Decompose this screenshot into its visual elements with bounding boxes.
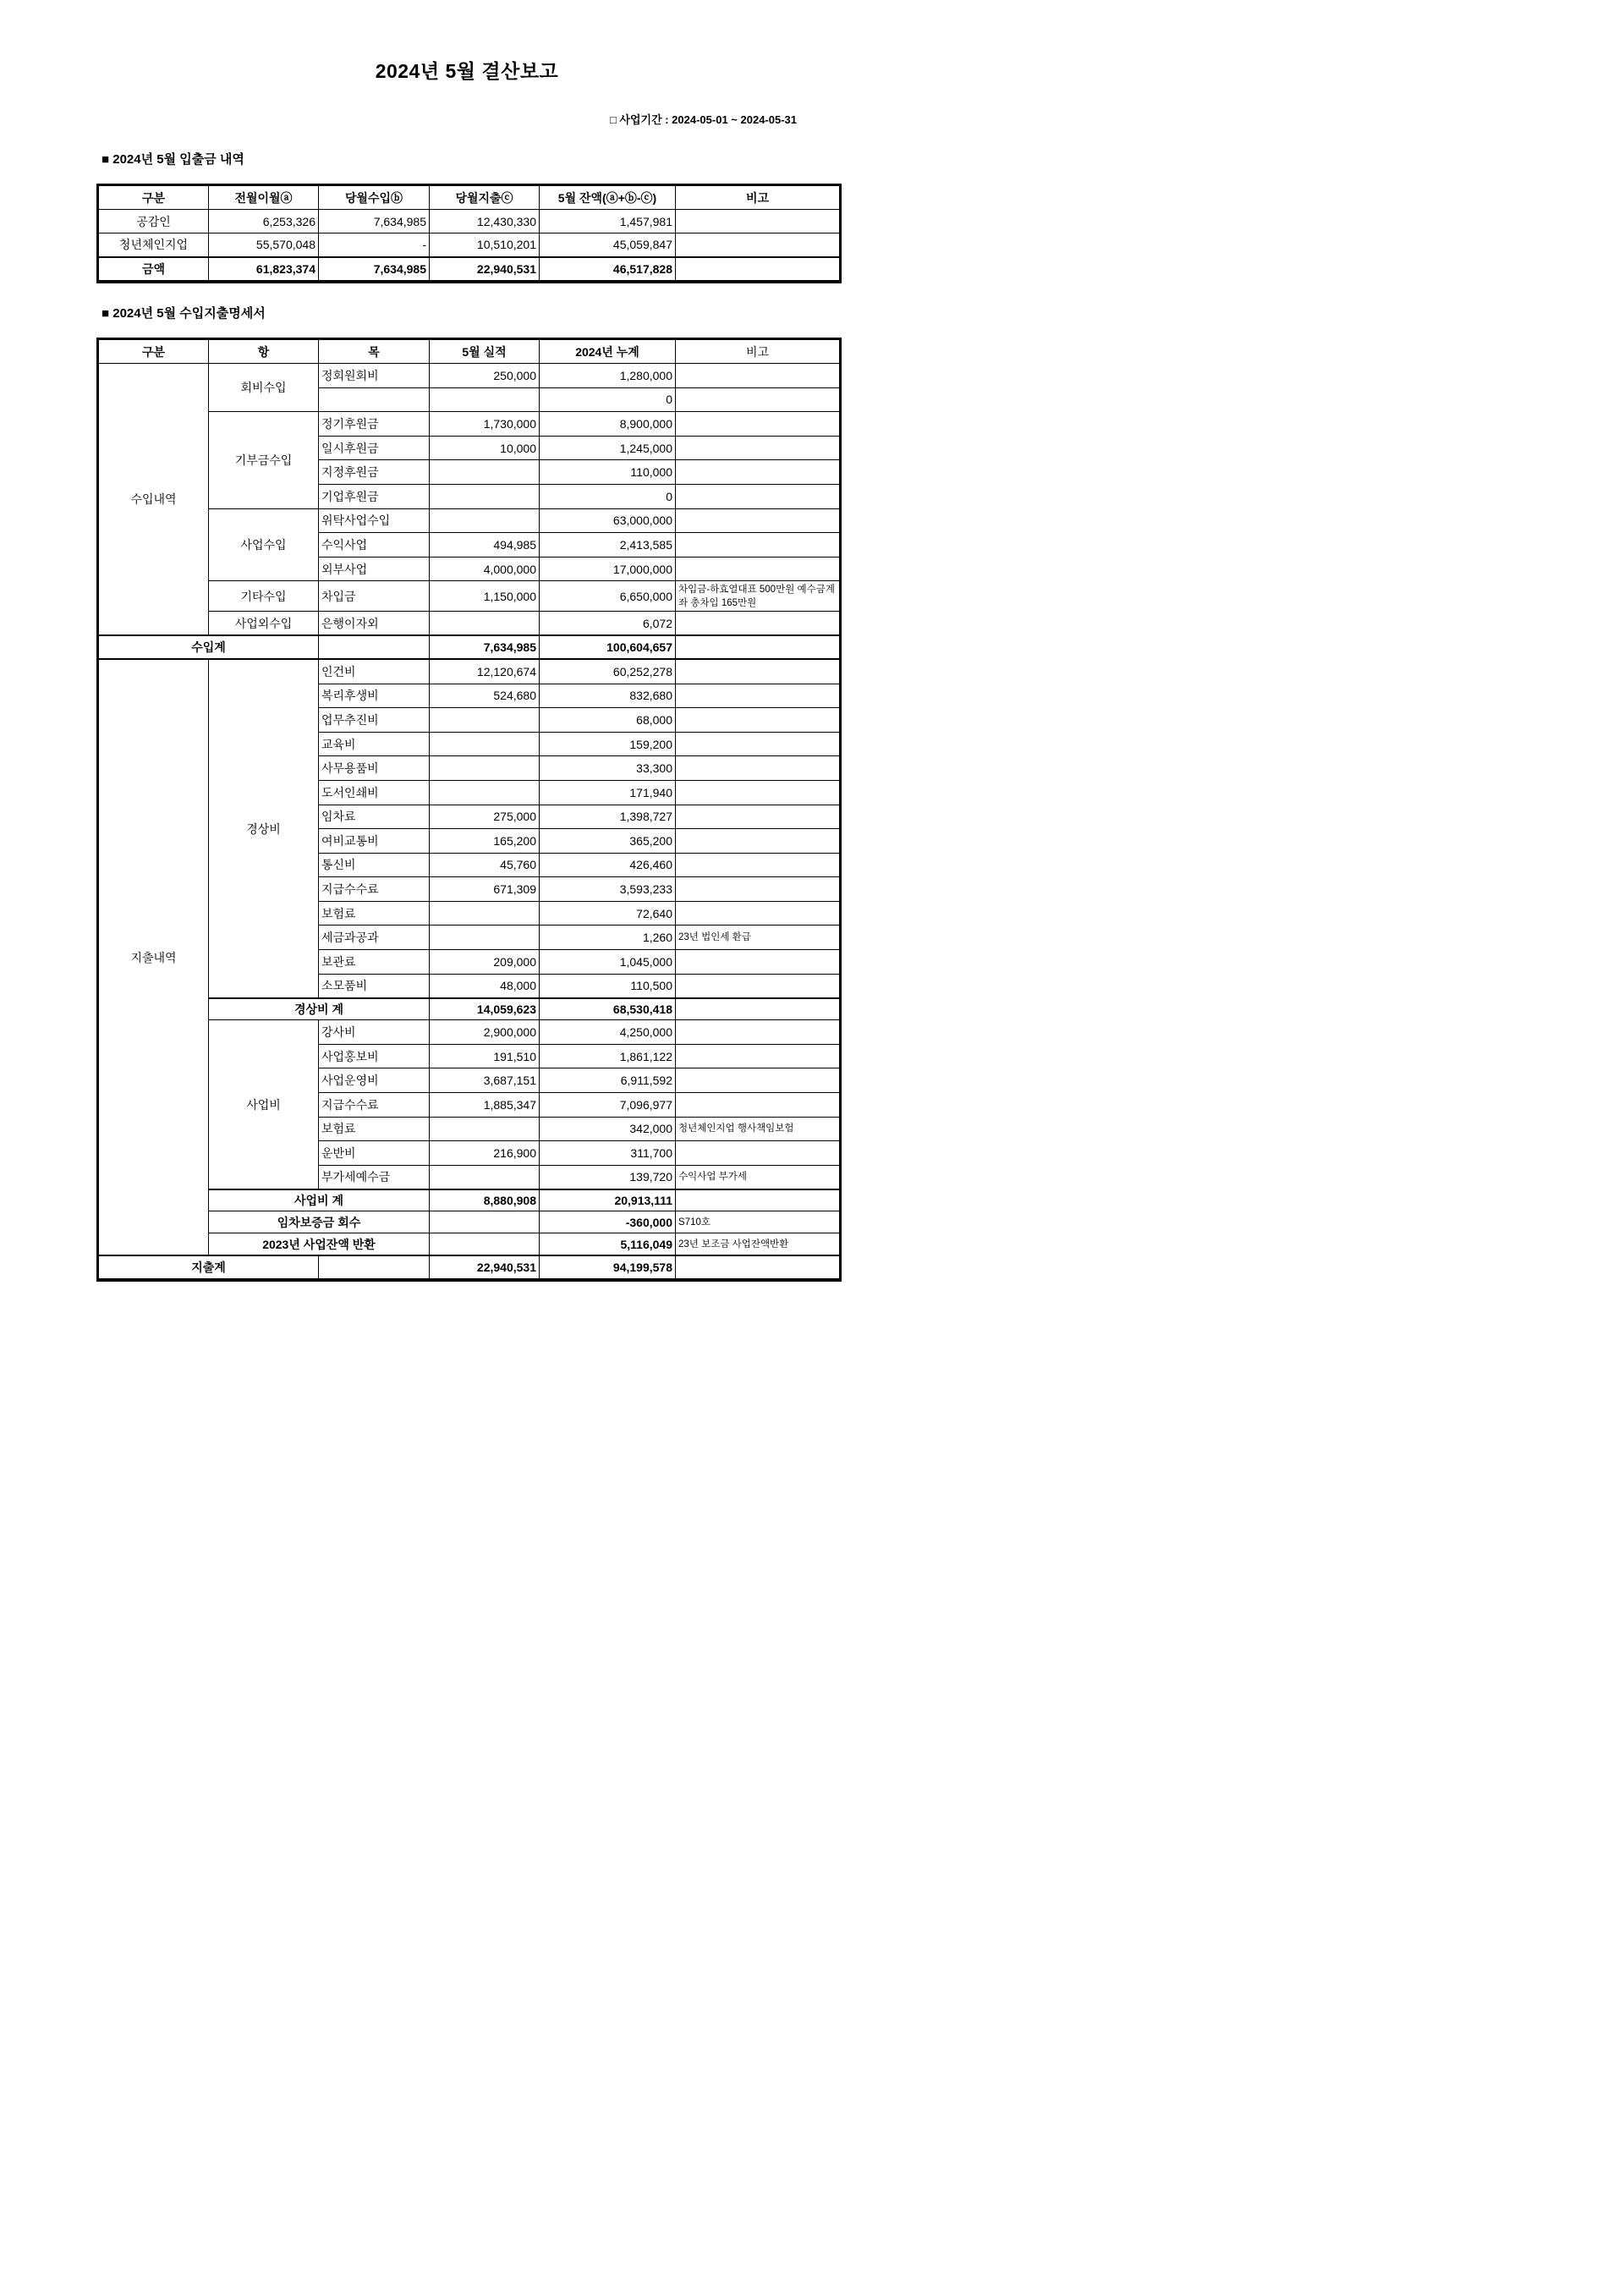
subtotal-cum: 20,913,111 bbox=[540, 1189, 676, 1211]
cum-amount: 6,911,592 bbox=[540, 1068, 676, 1093]
hang-cell: 사업외수입 bbox=[209, 612, 319, 636]
table-row bbox=[99, 659, 840, 684]
note-cell bbox=[676, 508, 840, 533]
may-amount: 4,000,000 bbox=[430, 557, 540, 581]
mok-cell: 인건비 bbox=[319, 659, 430, 684]
income-total-may: 7,634,985 bbox=[430, 635, 540, 659]
row-label: 청년체인지업 bbox=[99, 233, 209, 257]
hang-cell: 기부금수입 bbox=[209, 412, 319, 508]
cum-amount: 68,000 bbox=[540, 708, 676, 733]
statement-table bbox=[98, 339, 840, 1280]
subtotal-cum: 68,530,418 bbox=[540, 998, 676, 1020]
may-amount: 165,200 bbox=[430, 829, 540, 854]
cum-amount: 4,250,000 bbox=[540, 1020, 676, 1045]
mok-cell: 임차료 bbox=[319, 805, 430, 829]
amount-cell: - bbox=[319, 233, 430, 257]
table-row bbox=[99, 581, 840, 612]
subtotal-row bbox=[99, 1189, 840, 1211]
page-title: 2024년 5월 결산보고 bbox=[375, 60, 559, 82]
section1-heading: ■ 2024년 5월 입출금 내역 bbox=[102, 152, 244, 167]
note-cell: S710호 bbox=[676, 1211, 840, 1233]
note-cell bbox=[676, 1189, 840, 1211]
total-amount: 61,823,374 bbox=[209, 257, 319, 281]
cum-amount: 832,680 bbox=[540, 684, 676, 708]
may-amount: 10,000 bbox=[430, 436, 540, 460]
expense-total-may: 22,940,531 bbox=[430, 1255, 540, 1279]
table-row bbox=[99, 508, 840, 533]
mok-cell: 수익사업 bbox=[319, 533, 430, 558]
expense-total-cum: 94,199,578 bbox=[540, 1255, 676, 1279]
mok-cell: 사업홍보비 bbox=[319, 1044, 430, 1068]
mok-cell: 보험료 bbox=[319, 901, 430, 926]
cum-amount: 139,720 bbox=[540, 1165, 676, 1189]
cum-amount: 1,398,727 bbox=[540, 805, 676, 829]
income-total-row bbox=[99, 635, 840, 659]
mok-cell: 세금과공과 bbox=[319, 926, 430, 950]
may-amount bbox=[430, 387, 540, 412]
income-total-label: 수입계 bbox=[99, 635, 319, 659]
cum-amount: 6,650,000 bbox=[540, 581, 676, 612]
extra-label: 2023년 사업잔액 반환 bbox=[209, 1233, 430, 1255]
cum-amount: 1,245,000 bbox=[540, 436, 676, 460]
expense-total-label: 지출계 bbox=[99, 1255, 319, 1279]
mok-cell: 일시후원금 bbox=[319, 436, 430, 460]
note-cell bbox=[676, 387, 840, 412]
note-cell bbox=[676, 557, 840, 581]
cum-amount: 159,200 bbox=[540, 732, 676, 756]
may-amount bbox=[430, 708, 540, 733]
cum-amount: 342,000 bbox=[540, 1117, 676, 1141]
note-cell bbox=[676, 412, 840, 437]
may-amount: 45,760 bbox=[430, 853, 540, 877]
mok-cell: 운반비 bbox=[319, 1141, 430, 1166]
note-cell bbox=[676, 484, 840, 508]
note-cell bbox=[676, 635, 840, 659]
extra-may bbox=[430, 1211, 540, 1233]
cum-amount: 2,413,585 bbox=[540, 533, 676, 558]
mok-cell: 복리후생비 bbox=[319, 684, 430, 708]
may-amount: 2,900,000 bbox=[430, 1020, 540, 1045]
note-cell bbox=[676, 436, 840, 460]
mok-cell: 정기후원금 bbox=[319, 412, 430, 437]
cashflow-table bbox=[98, 185, 840, 282]
header-cell: 전월이월ⓐ bbox=[209, 186, 319, 210]
income-total-cum: 100,604,657 bbox=[540, 635, 676, 659]
note-cell bbox=[676, 460, 840, 485]
may-amount: 250,000 bbox=[430, 364, 540, 388]
note-cell bbox=[676, 950, 840, 975]
amount-cell bbox=[676, 233, 840, 257]
note-cell bbox=[676, 612, 840, 636]
may-amount bbox=[430, 612, 540, 636]
may-amount bbox=[430, 460, 540, 485]
cum-amount: 72,640 bbox=[540, 901, 676, 926]
header-cell: 목 bbox=[319, 340, 430, 364]
total-amount: 22,940,531 bbox=[430, 257, 540, 281]
cum-amount: 63,000,000 bbox=[540, 508, 676, 533]
hang-cell: 사업비 bbox=[209, 1020, 319, 1189]
cum-amount: 1,045,000 bbox=[540, 950, 676, 975]
cum-amount: 1,280,000 bbox=[540, 364, 676, 388]
amount-cell: 12,430,330 bbox=[430, 210, 540, 233]
may-amount: 191,510 bbox=[430, 1044, 540, 1068]
extra-row bbox=[99, 1211, 840, 1233]
mok-cell: 지정후원금 bbox=[319, 460, 430, 485]
note-cell bbox=[676, 1044, 840, 1068]
note-cell bbox=[676, 659, 840, 684]
row-label: 공감인 bbox=[99, 210, 209, 233]
note-cell bbox=[676, 1093, 840, 1118]
header-cell: 5월 잔액(ⓐ+ⓑ-ⓒ) bbox=[540, 186, 676, 210]
note-cell bbox=[676, 829, 840, 854]
header-cell: 비고 bbox=[676, 186, 840, 210]
cum-amount: 3,593,233 bbox=[540, 877, 676, 902]
subtotal-label: 경상비 계 bbox=[209, 998, 430, 1020]
hang-cell: 기타수입 bbox=[209, 581, 319, 612]
note-cell bbox=[676, 853, 840, 877]
may-amount: 275,000 bbox=[430, 805, 540, 829]
mok-cell: 기업후원금 bbox=[319, 484, 430, 508]
note-cell bbox=[676, 974, 840, 998]
table-row bbox=[99, 412, 840, 437]
header-cell: 항 bbox=[209, 340, 319, 364]
mok-cell: 지급수수료 bbox=[319, 1093, 430, 1118]
may-amount: 1,885,347 bbox=[430, 1093, 540, 1118]
may-amount: 12,120,674 bbox=[430, 659, 540, 684]
header-cell: 2024년 누계 bbox=[540, 340, 676, 364]
mok-cell: 통신비 bbox=[319, 853, 430, 877]
amount-cell: 45,059,847 bbox=[540, 233, 676, 257]
header-row bbox=[99, 186, 840, 210]
empty-cell bbox=[319, 635, 430, 659]
may-amount: 524,680 bbox=[430, 684, 540, 708]
mok-cell: 정회원회비 bbox=[319, 364, 430, 388]
cum-amount: 365,200 bbox=[540, 829, 676, 854]
mok-cell: 위탁사업수입 bbox=[319, 508, 430, 533]
may-amount: 494,985 bbox=[430, 533, 540, 558]
may-amount bbox=[430, 901, 540, 926]
may-amount bbox=[430, 756, 540, 781]
note-cell bbox=[676, 1255, 840, 1279]
note-cell bbox=[676, 364, 840, 388]
mok-cell: 사업운영비 bbox=[319, 1068, 430, 1093]
extra-row bbox=[99, 1233, 840, 1255]
note-cell bbox=[676, 1020, 840, 1045]
may-amount: 216,900 bbox=[430, 1141, 540, 1166]
mok-cell: 도서인쇄비 bbox=[319, 780, 430, 805]
cum-amount: 33,300 bbox=[540, 756, 676, 781]
subtotal-may: 8,880,908 bbox=[430, 1189, 540, 1211]
note-cell: 수익사업 부가세 bbox=[676, 1165, 840, 1189]
may-amount: 209,000 bbox=[430, 950, 540, 975]
may-amount: 3,687,151 bbox=[430, 1068, 540, 1093]
subtotal-may: 14,059,623 bbox=[430, 998, 540, 1020]
mok-cell: 외부사업 bbox=[319, 557, 430, 581]
mok-cell: 강사비 bbox=[319, 1020, 430, 1045]
subtotal-row bbox=[99, 998, 840, 1020]
total-amount: 46,517,828 bbox=[540, 257, 676, 281]
total-amount bbox=[676, 257, 840, 281]
header-cell: 당월지출ⓒ bbox=[430, 186, 540, 210]
total-label: 금액 bbox=[99, 257, 209, 281]
cum-amount: 6,072 bbox=[540, 612, 676, 636]
note-cell bbox=[676, 1141, 840, 1166]
cum-amount: 17,000,000 bbox=[540, 557, 676, 581]
mok-cell: 사무용품비 bbox=[319, 756, 430, 781]
may-amount bbox=[430, 1117, 540, 1141]
table-row bbox=[99, 210, 840, 233]
cum-amount: 1,260 bbox=[540, 926, 676, 950]
cum-amount: 311,700 bbox=[540, 1141, 676, 1166]
extra-cum: 5,116,049 bbox=[540, 1233, 676, 1255]
amount-cell: 6,253,326 bbox=[209, 210, 319, 233]
extra-may bbox=[430, 1233, 540, 1255]
section2-heading: ■ 2024년 5월 수입지출명세서 bbox=[102, 306, 266, 321]
note-cell bbox=[676, 533, 840, 558]
note-cell bbox=[676, 805, 840, 829]
expense-total-row bbox=[99, 1255, 840, 1279]
cum-amount: 0 bbox=[540, 484, 676, 508]
hang-cell: 회비수입 bbox=[209, 364, 319, 412]
mok-cell: 업무추진비 bbox=[319, 708, 430, 733]
empty-cell bbox=[319, 1255, 430, 1279]
mok-cell: 보험료 bbox=[319, 1117, 430, 1141]
table-row bbox=[99, 612, 840, 636]
note-cell bbox=[676, 901, 840, 926]
note-cell: 청년체인지업 행사책임보험 bbox=[676, 1117, 840, 1141]
mok-cell: 소모품비 bbox=[319, 974, 430, 998]
cum-amount: 60,252,278 bbox=[540, 659, 676, 684]
note-cell bbox=[676, 998, 840, 1020]
mok-cell: 은행이자외 bbox=[319, 612, 430, 636]
amount-cell bbox=[676, 210, 840, 233]
mok-cell: 차입금 bbox=[319, 581, 430, 612]
note-cell bbox=[676, 780, 840, 805]
expense-section-label: 지출내역 bbox=[99, 659, 209, 1255]
subtotal-label: 사업비 계 bbox=[209, 1189, 430, 1211]
note-cell bbox=[676, 732, 840, 756]
cum-amount: 1,861,122 bbox=[540, 1044, 676, 1068]
note-cell: 차입금-하효열대표 500만원 예수금계좌 총차입 165만원 bbox=[676, 581, 840, 612]
mok-cell bbox=[319, 387, 430, 412]
note-cell bbox=[676, 877, 840, 902]
amount-cell: 10,510,201 bbox=[430, 233, 540, 257]
cum-amount: 8,900,000 bbox=[540, 412, 676, 437]
mok-cell: 부가세예수금 bbox=[319, 1165, 430, 1189]
header-cell: 비고 bbox=[676, 340, 840, 364]
header-cell: 당월수입ⓑ bbox=[319, 186, 430, 210]
cum-amount: 7,096,977 bbox=[540, 1093, 676, 1118]
amount-cell: 7,634,985 bbox=[319, 210, 430, 233]
mok-cell: 지급수수료 bbox=[319, 877, 430, 902]
hang-cell: 사업수입 bbox=[209, 508, 319, 581]
cum-amount: 426,460 bbox=[540, 853, 676, 877]
cum-amount: 171,940 bbox=[540, 780, 676, 805]
total-amount: 7,634,985 bbox=[319, 257, 430, 281]
may-amount bbox=[430, 508, 540, 533]
table-row bbox=[99, 364, 840, 388]
may-amount: 48,000 bbox=[430, 974, 540, 998]
note-cell bbox=[676, 684, 840, 708]
business-period: □ 사업기간 : 2024-05-01 ~ 2024-05-31 bbox=[609, 113, 797, 126]
note-cell bbox=[676, 708, 840, 733]
note-cell bbox=[676, 756, 840, 781]
may-amount bbox=[430, 926, 540, 950]
may-amount: 1,730,000 bbox=[430, 412, 540, 437]
header-cell: 구분 bbox=[99, 186, 209, 210]
note-cell: 23년 법인세 환급 bbox=[676, 926, 840, 950]
cum-amount: 110,500 bbox=[540, 974, 676, 998]
income-section-label: 수입내역 bbox=[99, 364, 209, 636]
may-amount bbox=[430, 1165, 540, 1189]
cum-amount: 0 bbox=[540, 387, 676, 412]
may-amount bbox=[430, 780, 540, 805]
header-cell: 구분 bbox=[99, 340, 209, 364]
cum-amount: 110,000 bbox=[540, 460, 676, 485]
hang-cell: 경상비 bbox=[209, 659, 319, 997]
amount-cell: 55,570,048 bbox=[209, 233, 319, 257]
may-amount: 1,150,000 bbox=[430, 581, 540, 612]
total-row bbox=[99, 257, 840, 281]
note-cell bbox=[676, 1068, 840, 1093]
note-cell: 23년 보조금 사업잔액반환 bbox=[676, 1233, 840, 1255]
mok-cell: 교육비 bbox=[319, 732, 430, 756]
extra-label: 임차보증금 회수 bbox=[209, 1211, 430, 1233]
may-amount bbox=[430, 484, 540, 508]
amount-cell: 1,457,981 bbox=[540, 210, 676, 233]
may-amount: 671,309 bbox=[430, 877, 540, 902]
may-amount bbox=[430, 732, 540, 756]
table-row bbox=[99, 233, 840, 257]
extra-cum: -360,000 bbox=[540, 1211, 676, 1233]
header-cell: 5월 실적 bbox=[430, 340, 540, 364]
mok-cell: 보관료 bbox=[319, 950, 430, 975]
header-row bbox=[99, 340, 840, 364]
mok-cell: 여비교통비 bbox=[319, 829, 430, 854]
table-row bbox=[99, 1020, 840, 1045]
